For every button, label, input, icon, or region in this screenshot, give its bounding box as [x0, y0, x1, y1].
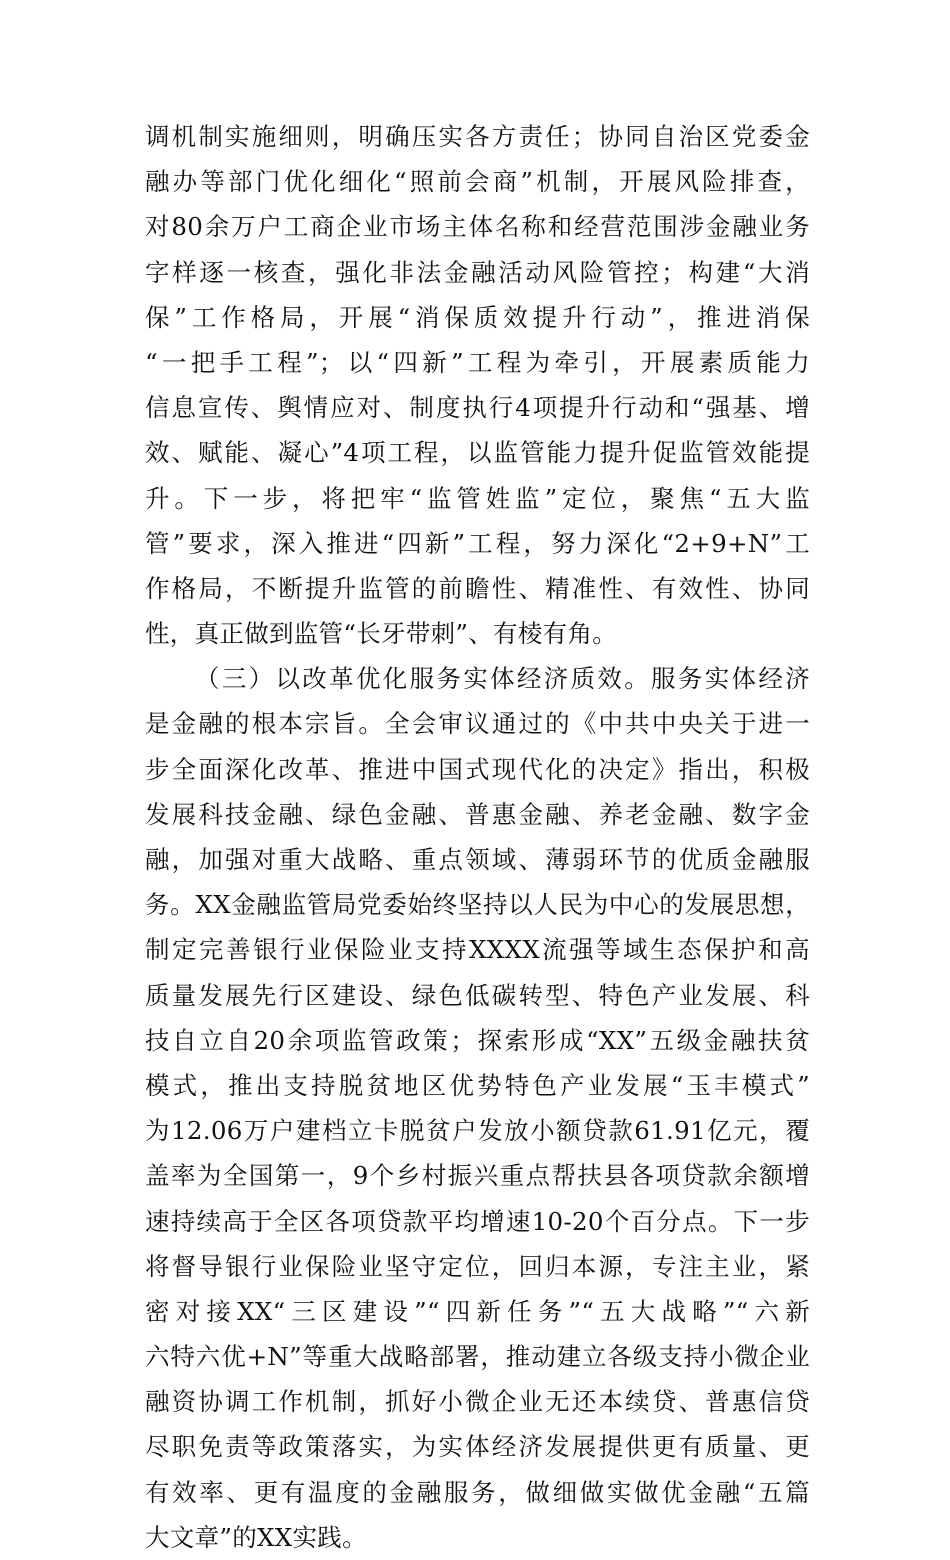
body-line: 字样逐一核查，强化非法金融活动风险管控；构建“大消: [145, 257, 810, 287]
body-line: 步全面深化改革、推进中国式现代化的决定》指出，积极: [145, 754, 810, 784]
body-line: 将督导银行业保险业坚守定位，回归本源，专注主业，紧: [145, 1251, 810, 1281]
document-body: [145, 114, 810, 1560]
body-line: 是金融的根本宗旨。全会审议通过的《中共中央关于进一: [145, 709, 810, 739]
body-line: 对80余万户工商企业市场主体名称和经营范围涉金融业务: [145, 212, 810, 242]
body-line: 六特六优+N”等重大战略部署，推动建立各级支持小微企业: [145, 1342, 810, 1372]
body-line: 技自立自20余项监管政策；探索形成“XX”五级金融扶贫: [145, 1025, 810, 1055]
body-line: 盖率为全国第一，9个乡村振兴重点帮扶县各项贷款余额增: [145, 1161, 810, 1191]
body-line: 升。下一步，将把牢“监管姓监”定位，聚焦“五大监: [145, 483, 810, 513]
body-line: 尽职免责等政策落实，为实体经济发展提供更有质量、更: [145, 1432, 810, 1462]
paragraph-end-line: 大文章”的XX实践。: [145, 1522, 367, 1552]
body-line: 调机制实施细则，明确压实各方责任；协同自治区党委金: [145, 122, 810, 151]
body-line: 制定完善银行业保险业支持XXXX流强等域生态保护和高: [145, 935, 810, 965]
body-line: 为12.06万户建档立卡脱贫户发放小额贷款61.91亿元，覆: [145, 1116, 810, 1146]
body-line: 融办等部门优化细化“照前会商”机制，开展风险排查，: [145, 167, 810, 197]
body-line: “一把手工程”；以“四新”工程为牵引，开展素质能力: [145, 347, 810, 377]
body-line: 融，加强对重大战略、重点领域、薄弱环节的优质金融服: [145, 845, 810, 874]
paragraph-end-line: 性，真正做到监管“长牙带刺”、有棱有角。: [145, 619, 618, 649]
body-line: 发展科技金融、绿色金融、普惠金融、养老金融、数字金: [145, 799, 810, 829]
body-line: 密对接XX“三区建设”“四新任务”“五大战略”“六新: [145, 1296, 810, 1326]
body-line: 保”工作格局，开展“消保质效提升行动”，推进消保: [145, 302, 810, 332]
body-line: 融资协调工作机制，抓好小微企业无还本续贷、普惠信贷: [145, 1387, 810, 1417]
body-line: 务。XX金融监管局党委始终坚持以人民为中心的发展思想，: [145, 890, 810, 920]
section-heading-line: （三）以改革优化服务实体经济质效。服务实体经济: [195, 664, 810, 694]
body-line: 作格局，不断提升监管的前瞻性、精准性、有效性、协同: [145, 573, 810, 603]
body-line: 管”要求，深入推进“四新”工程，努力深化“2+9+N”工: [145, 528, 810, 558]
body-line: 模式，推出支持脱贫地区优势特色产业发展“玉丰模式”: [145, 1070, 810, 1100]
body-line: 质量发展先行区建设、绿色低碳转型、特色产业发展、科: [145, 980, 810, 1010]
body-line: 有效率、更有温度的金融服务，做细做实做优金融“五篇: [145, 1477, 810, 1507]
body-line: 效、赋能、凝心”4项工程，以监管能力提升促监管效能提: [145, 438, 810, 468]
body-line: 速持续高于全区各项贷款平均增速10-20个百分点。下一步: [145, 1206, 810, 1236]
body-line: 信息宣传、舆情应对、制度执行4项提升行动和“强基、增: [145, 393, 810, 423]
